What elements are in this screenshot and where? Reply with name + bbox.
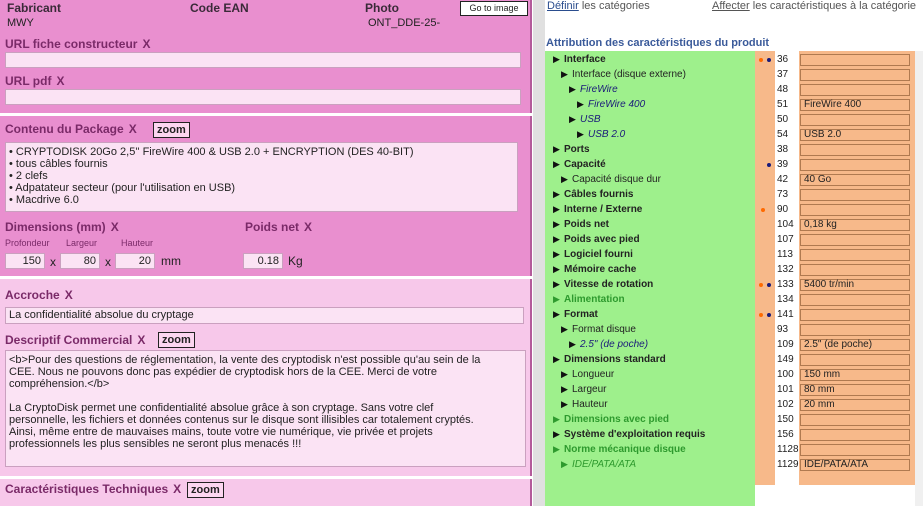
descriptif-line: compréhension.</b> [9, 378, 110, 390]
characteristic-row[interactable] [545, 278, 917, 293]
characteristic-value-input[interactable] [800, 309, 910, 321]
go-to-image-button[interactable]: Go to image [460, 1, 528, 16]
expand-triangle-icon[interactable]: ▶ [561, 369, 568, 379]
characteristics-panel [545, 0, 923, 506]
characteristic-value-input[interactable] [800, 189, 910, 201]
characteristic-row[interactable] [545, 98, 917, 113]
dimensions-label: Dimensions (mm) X [5, 220, 119, 234]
package-line: • CRYPTODISK 20Go 2,5'' FireWire 400 & USB 2.0 + ENCRYPTION (DES 40-BIT) [9, 146, 414, 158]
characteristic-value-input[interactable]: 2.5" (de poche) [800, 339, 910, 351]
characteristic-row[interactable] [545, 398, 917, 413]
characteristic-id: 133 [777, 279, 794, 290]
characteristic-name[interactable]: FireWire 400 [588, 99, 646, 110]
characteristic-value-input[interactable] [800, 414, 910, 426]
characteristic-value-input[interactable]: 150 mm [800, 369, 910, 381]
characteristic-id: 39 [777, 159, 789, 170]
carac-label: Caractéristiques Techniques X [5, 482, 182, 496]
expand-triangle-icon[interactable]: ▶ [569, 114, 576, 124]
characteristic-value-input[interactable] [800, 54, 910, 66]
expand-triangle-icon[interactable]: ▶ [553, 414, 560, 424]
accroche-clear-icon[interactable]: X [64, 288, 73, 302]
ean-label: Code EAN [190, 1, 249, 15]
characteristic-id: 109 [777, 339, 794, 350]
characteristic-name[interactable]: 2.5" (de poche) [580, 339, 649, 350]
expand-triangle-icon[interactable]: ▶ [569, 339, 576, 349]
characteristic-value-input[interactable] [800, 429, 910, 441]
carac-clear-icon[interactable]: X [173, 482, 182, 496]
status-dot-icon [767, 283, 771, 287]
characteristic-name[interactable]: FireWire [580, 84, 618, 95]
characteristic-value-input[interactable]: 40 Go [800, 174, 910, 186]
characteristic-id: 1129 [777, 459, 799, 470]
dim-separator: x [105, 255, 111, 269]
characteristic-value-input[interactable] [800, 234, 910, 246]
characteristic-name[interactable]: Dimensions avec pied [564, 414, 670, 425]
descriptif-line: <b>Pour des questions de réglementation, la vente des cryptodisk n'est possible qu'au sein de la [9, 354, 481, 366]
characteristic-row[interactable] [545, 458, 917, 473]
characteristic-name[interactable]: Interface (disque externe) [572, 69, 686, 80]
characteristic-name[interactable]: Largeur [572, 384, 607, 395]
package-zoom-button[interactable]: zoom [153, 122, 190, 138]
characteristic-value-input[interactable] [800, 264, 910, 276]
expand-triangle-icon[interactable]: ▶ [561, 399, 568, 409]
descriptif-line [9, 390, 522, 402]
characteristic-name[interactable]: Longueur [572, 369, 615, 380]
characteristic-row[interactable] [545, 143, 917, 158]
characteristic-id: 38 [777, 144, 789, 155]
descriptif-line: La CryptoDisk permet une confidentialité absolue grâce à son cryptage. Sans votre clef [9, 402, 434, 414]
characteristic-name[interactable]: Capacité [564, 159, 606, 170]
package-line: • 2 clefs [9, 170, 48, 182]
characteristic-id: 50 [777, 114, 789, 125]
fabricant-label: Fabricant [7, 1, 62, 15]
status-dot-icon [767, 58, 771, 62]
characteristic-id: 113 [777, 249, 793, 260]
profondeur-label: Profondeur [5, 238, 50, 248]
descriptif-zoom-button[interactable]: zoom [158, 332, 195, 348]
accroche-input[interactable]: La confidentialité absolue du cryptage [5, 307, 524, 324]
package-panel [0, 116, 532, 276]
characteristic-name[interactable]: Poids net [564, 219, 610, 230]
characteristic-id: 36 [777, 54, 789, 65]
characteristic-id: 93 [777, 324, 789, 335]
url-pdf-clear-icon[interactable]: X [56, 74, 65, 88]
characteristic-row[interactable] [545, 218, 917, 233]
definir-link[interactable]: Définir [547, 0, 579, 12]
characteristic-id: 134 [777, 294, 794, 305]
url-pdf-input[interactable] [5, 89, 521, 105]
poids-clear-icon[interactable]: X [304, 220, 313, 234]
attribution-title: Attribution des caractéristiques du produit [546, 37, 770, 49]
characteristic-value-input[interactable]: 20 mm [800, 399, 910, 411]
characteristic-row[interactable] [545, 443, 917, 458]
expand-triangle-icon[interactable]: ▶ [561, 459, 568, 469]
characteristic-name[interactable]: Interne / Externe [564, 204, 643, 215]
expand-triangle-icon[interactable]: ▶ [553, 219, 560, 229]
definir-link-wrap [547, 0, 650, 12]
poids-label: Poids net X [245, 220, 313, 234]
expand-triangle-icon[interactable]: ▶ [553, 249, 560, 259]
descriptif-line: CEE. Nous ne pouvons donc pas expédier de cryptodisk hors de la CEE. Merci de votre [9, 366, 438, 378]
expand-triangle-icon[interactable]: ▶ [553, 144, 560, 154]
characteristic-value-input[interactable]: USB 2.0 [800, 129, 910, 141]
status-dot-icon [759, 283, 763, 287]
characteristic-id: 54 [777, 129, 789, 140]
url-constructeur-clear-icon[interactable]: X [142, 37, 151, 51]
status-dot-icon [767, 163, 771, 167]
expand-triangle-icon[interactable]: ▶ [577, 99, 584, 109]
characteristic-name[interactable]: Mémoire cache [564, 264, 637, 275]
expand-triangle-icon[interactable]: ▶ [553, 54, 560, 64]
characteristic-row[interactable] [545, 338, 917, 353]
characteristic-name[interactable]: Format [564, 309, 598, 320]
characteristic-value-input[interactable] [800, 114, 910, 126]
expand-triangle-icon[interactable]: ▶ [553, 159, 560, 169]
expand-triangle-icon[interactable]: ▶ [577, 129, 584, 139]
affecter-rest: les caractéristiques à la catégorie [749, 0, 917, 12]
characteristic-name[interactable]: Hauteur [572, 399, 608, 410]
characteristic-row[interactable] [545, 368, 917, 383]
descriptif-textarea[interactable] [5, 350, 526, 467]
characteristic-row[interactable] [545, 203, 917, 218]
package-textarea[interactable] [5, 142, 518, 212]
characteristic-name[interactable]: Format disque [572, 324, 636, 335]
characteristic-name[interactable]: Dimensions standard [564, 354, 666, 365]
characteristic-id: 156 [777, 429, 794, 440]
mm-unit: mm [161, 254, 181, 268]
characteristic-name[interactable]: Poids avec pied [564, 234, 640, 245]
scrollbar[interactable] [915, 51, 923, 506]
characteristic-id: 37 [777, 69, 789, 80]
characteristic-row[interactable] [545, 323, 917, 338]
divider [533, 0, 545, 506]
poids-input[interactable]: 0.18 [243, 253, 283, 269]
package-label: Contenu du Package X [5, 122, 137, 136]
characteristic-id: 1128 [777, 444, 799, 455]
characteristic-id: 100 [777, 369, 794, 380]
characteristic-id: 42 [777, 174, 789, 185]
characteristic-row[interactable] [545, 248, 917, 263]
photo-label: Photo [365, 1, 399, 15]
dim-separator: x [50, 255, 56, 269]
expand-triangle-icon[interactable]: ▶ [561, 69, 568, 79]
expand-triangle-icon[interactable]: ▶ [553, 354, 560, 364]
characteristic-name[interactable]: Capacité disque dur [572, 174, 661, 185]
descriptif-label: Descriptif Commercial X [5, 333, 146, 347]
expand-triangle-icon[interactable]: ▶ [561, 324, 568, 334]
dimensions-clear-icon[interactable]: X [110, 220, 119, 234]
profondeur-input[interactable]: 150 [5, 253, 45, 269]
characteristic-row[interactable] [545, 128, 917, 143]
expand-triangle-icon[interactable]: ▶ [561, 174, 568, 184]
package-line: • tous câbles fournis [9, 158, 108, 170]
url-constructeur-label: URL fiche constructeur X [5, 37, 151, 51]
package-clear-icon[interactable]: X [128, 122, 137, 136]
characteristic-row[interactable] [545, 428, 917, 443]
characteristic-name[interactable]: Câbles fournis [564, 189, 634, 200]
characteristic-name[interactable]: Alimentation [564, 294, 625, 305]
characteristic-value-input[interactable] [800, 69, 910, 81]
characteristic-value-input[interactable] [800, 84, 910, 96]
characteristic-id: 90 [777, 204, 789, 215]
characteristic-row[interactable] [545, 113, 917, 128]
characteristic-row[interactable] [545, 413, 917, 428]
photo-value[interactable]: ONT_DDE-25- [368, 17, 441, 29]
characteristic-value-input[interactable]: 5400 tr/min [800, 279, 910, 291]
characteristic-id: 104 [777, 219, 794, 230]
status-dot-icon [759, 313, 763, 317]
descriptif-line: professionnels les plus sensibles ne seront plus menacés !!! [9, 438, 302, 450]
characteristic-value-input[interactable]: 80 mm [800, 384, 910, 396]
expand-triangle-icon[interactable]: ▶ [553, 204, 560, 214]
characteristic-name[interactable]: Logiciel fourni [564, 249, 633, 260]
characteristic-row[interactable] [545, 353, 917, 368]
hauteur-label: Hauteur [121, 238, 154, 248]
characteristic-id: 149 [777, 354, 794, 365]
characteristic-name[interactable]: USB [580, 114, 601, 125]
characteristic-value-input[interactable]: IDE/PATA/ATA [800, 459, 910, 471]
largeur-input[interactable]: 80 [60, 253, 100, 269]
characteristic-row[interactable] [545, 293, 917, 308]
identification-panel [0, 0, 532, 113]
characteristic-row[interactable] [545, 263, 917, 278]
characteristic-id: 101 [777, 384, 794, 395]
characteristic-id: 48 [777, 84, 789, 95]
hauteur-input[interactable]: 20 [115, 253, 155, 269]
characteristic-name[interactable]: Ports [564, 144, 590, 155]
carac-panel [0, 479, 532, 506]
characteristic-value-input[interactable] [800, 324, 910, 336]
definir-rest: les catégories [578, 0, 650, 12]
characteristic-value-input[interactable] [800, 204, 910, 216]
url-pdf-label: URL pdf X [5, 74, 65, 88]
characteristic-value-input[interactable] [800, 354, 910, 366]
package-line: • Adpatateur secteur (pour l'utilisation en USB) [9, 182, 236, 194]
characteristic-row[interactable] [545, 173, 917, 188]
expand-triangle-icon[interactable]: ▶ [553, 444, 560, 454]
status-dot-icon [767, 313, 771, 317]
expand-triangle-icon[interactable]: ▶ [553, 429, 560, 439]
characteristic-name[interactable]: Norme mécanique disque [564, 444, 686, 455]
characteristic-id: 73 [777, 189, 789, 200]
characteristic-row[interactable] [545, 383, 917, 398]
characteristic-id: 107 [777, 234, 794, 245]
carac-zoom-button[interactable]: zoom [187, 482, 224, 498]
characteristic-id: 102 [777, 399, 794, 410]
descriptif-clear-icon[interactable]: X [137, 333, 146, 347]
characteristic-name[interactable]: Interface [564, 54, 606, 65]
characteristic-value-input[interactable] [800, 249, 910, 261]
url-constructeur-input[interactable] [5, 52, 521, 68]
expand-triangle-icon[interactable]: ▶ [561, 384, 568, 394]
accroche-label: Accroche X [5, 288, 73, 302]
characteristic-name[interactable]: USB 2.0 [588, 129, 626, 140]
characteristic-id: 132 [777, 264, 794, 275]
characteristic-row[interactable] [545, 68, 917, 83]
characteristic-value-input[interactable] [800, 444, 910, 456]
characteristic-name[interactable]: Vitesse de rotation [564, 279, 654, 290]
characteristic-id: 51 [777, 99, 789, 110]
descriptif-line: Ainsi, même entre de mauvaises mains, toute votre vie numérique, vie privée et projets [9, 426, 433, 438]
characteristic-row[interactable] [545, 158, 917, 173]
characteristic-name[interactable]: IDE/PATA/ATA [572, 459, 637, 470]
descriptif-line: personnelle, les fichiers et données contenus sur le disque sont illisibles car totalement cryptés. [9, 414, 474, 426]
characteristic-row[interactable] [545, 53, 917, 68]
characteristic-row[interactable] [545, 83, 917, 98]
commercial-panel [0, 279, 532, 476]
affecter-link-wrap [712, 0, 916, 12]
status-dot-icon [761, 208, 765, 212]
characteristic-id: 150 [777, 414, 794, 425]
fabricant-value[interactable]: MWY [7, 17, 34, 29]
kg-unit: Kg [288, 254, 303, 268]
characteristic-value-input[interactable] [800, 294, 910, 306]
expand-triangle-icon[interactable]: ▶ [553, 189, 560, 199]
characteristic-row[interactable] [545, 188, 917, 203]
expand-triangle-icon[interactable]: ▶ [553, 309, 560, 319]
characteristic-row[interactable] [545, 308, 917, 323]
expand-triangle-icon[interactable]: ▶ [553, 279, 560, 289]
expand-triangle-icon[interactable]: ▶ [569, 84, 576, 94]
characteristic-name[interactable]: Système d'exploitation requis [564, 429, 706, 440]
package-line: • Macdrive 6.0 [9, 194, 79, 206]
characteristic-value-input[interactable]: FireWire 400 [800, 99, 910, 111]
expand-triangle-icon[interactable]: ▶ [553, 294, 560, 304]
characteristic-value-input[interactable] [800, 159, 910, 171]
characteristic-row[interactable] [545, 233, 917, 248]
expand-triangle-icon[interactable]: ▶ [553, 234, 560, 244]
largeur-label: Largeur [66, 238, 98, 248]
characteristic-value-input[interactable] [800, 144, 910, 156]
affecter-link[interactable]: Affecter [712, 0, 750, 12]
characteristic-value-input[interactable]: 0,18 kg [800, 219, 910, 231]
status-dot-icon [759, 58, 763, 62]
characteristic-id: 141 [777, 309, 794, 320]
expand-triangle-icon[interactable]: ▶ [553, 264, 560, 274]
